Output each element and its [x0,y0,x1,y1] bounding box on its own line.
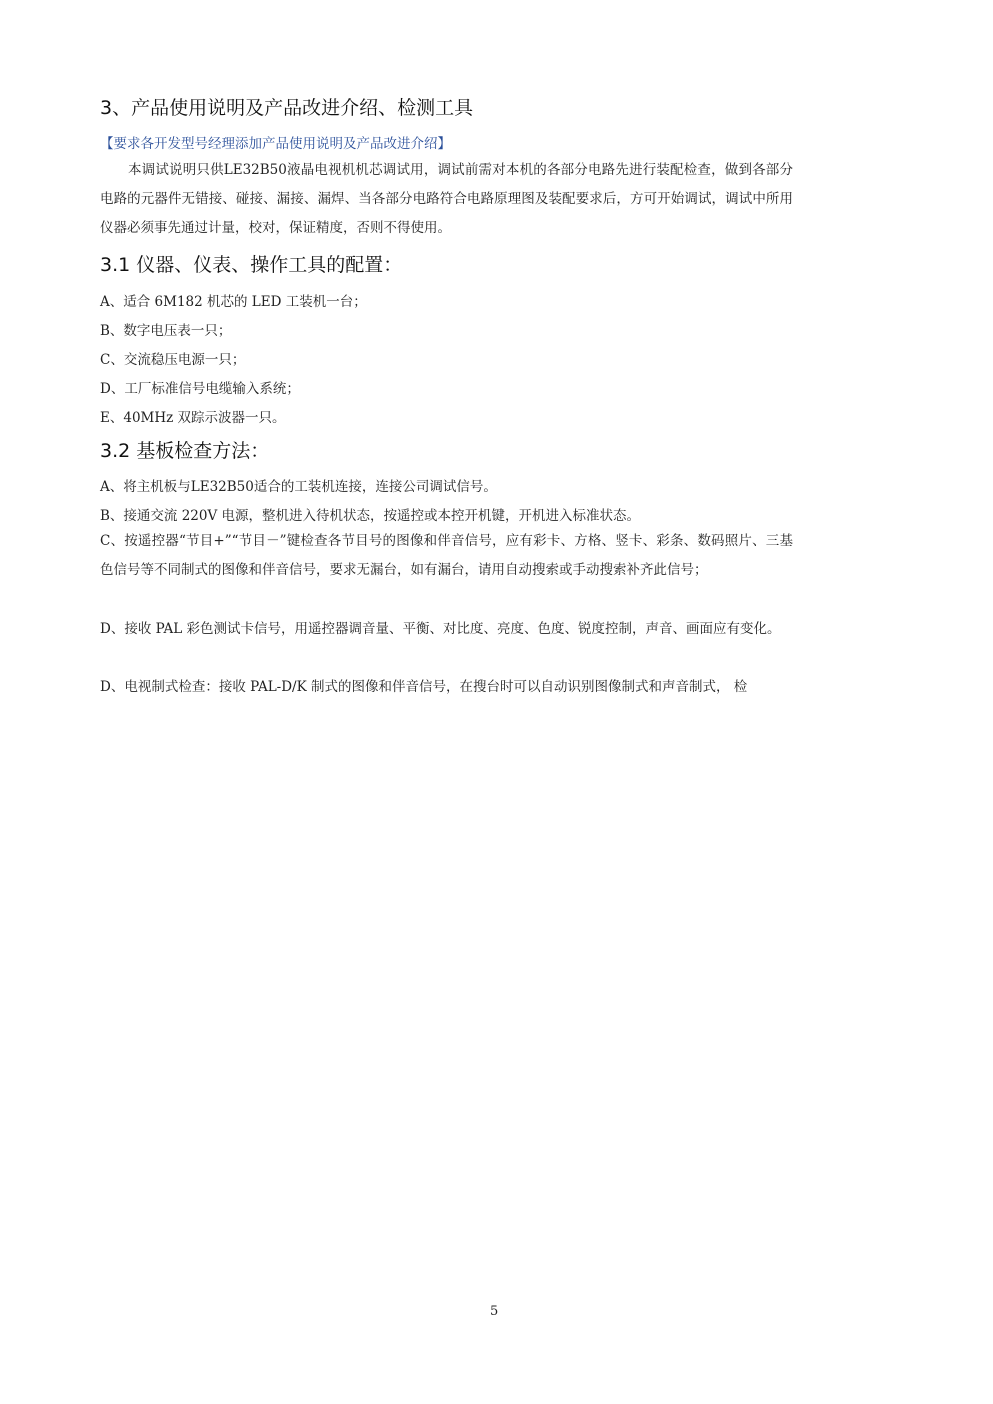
equipment-item: A、适合 6M182 机芯的 LED 工装机一台； [100,294,367,310]
equipment-item: D、工厂标准信号电缆输入系统； [100,381,300,397]
section-3-2-title: 3.2 基板检查方法： [100,440,270,462]
section-3-1-title: 3.1 仪器、仪表、操作工具的配置： [100,254,403,276]
section-3-title: 3、产品使用说明及产品改进介绍、检测工具 [100,97,474,119]
check-step: A、将主机板与LE32B50适合的工装机连接，连接公司调试信号。 [100,479,497,495]
check-step: D、接收 PAL 彩色测试卡信号，用遥控器调音量、平衡、对比度、亮度、色度、锐度控制，声音、画面应有变化。 [100,621,781,637]
section-3-note: 【要求各开发型号经理添加产品使用说明及产品改进介绍】 [100,136,451,152]
check-step: C、按遥控器“节目+”“节目－”键检查各节目号的图像和伴音信号，应有彩卡、方格、竖卡、彩条、数码照片、三基色信号等不同制式的图像和伴音信号，要求无漏台，如有漏台，请用自动搜索或手动搜索补齐此信号； [100,533,793,578]
page-number: 5 [490,1304,499,1319]
equipment-item: E、40MHz 双踪示波器一只。 [100,410,286,426]
check-step: D、电视制式检查：接收 PAL-D/K 制式的图像和伴音信号，在搜台时可以自动识别图像制式和声音制式， 检 [100,679,748,695]
equipment-item: C、交流稳压电源一只； [100,352,246,368]
check-step: B、接通交流 220V 电源，整机进入待机状态，按遥控或本控开机键，开机进入标准状态。 [100,508,641,524]
equipment-item: B、数字电压表一只； [100,323,232,339]
section-3-intro: 本调试说明只供LE32B50液晶电视机机芯调试用，调试前需对本机的各部分电路先进行装配检查，做到各部分电路的元器件无错接、碰接、漏接、漏焊、当各部分电路符合电路原理图及装配要求后，方可开始调试，调试中所用仪器必须事先通过计量，校对，保证精度，否则不得使用。 [100,162,793,236]
